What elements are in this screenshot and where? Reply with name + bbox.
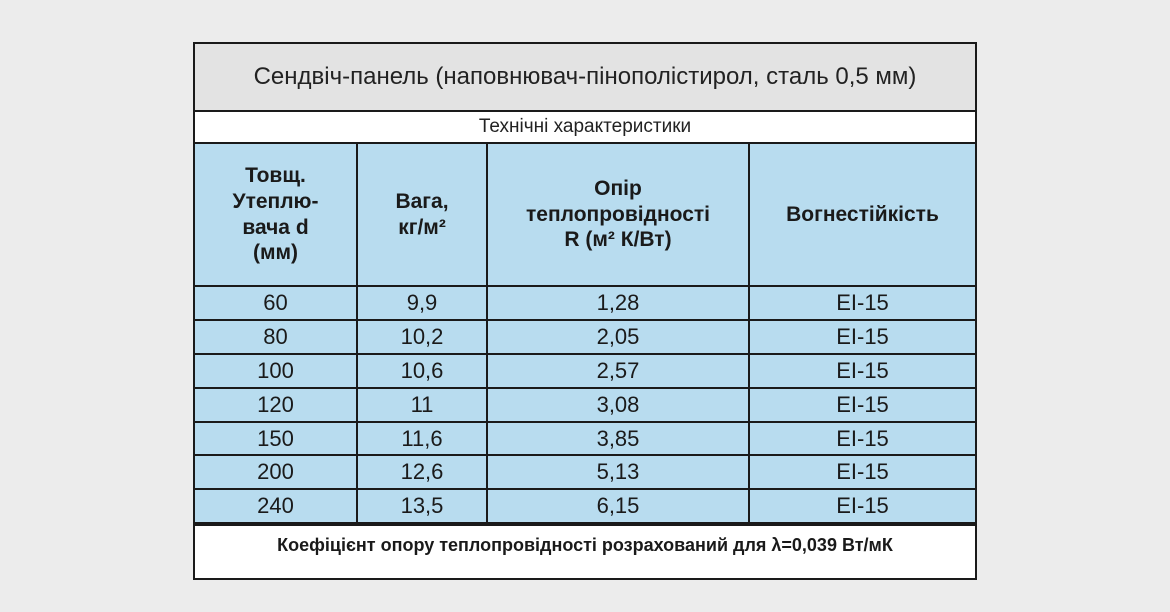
cell-thickness: 150 xyxy=(195,422,357,456)
table-row xyxy=(195,422,975,456)
cell-thickness: 60 xyxy=(195,286,357,320)
cell-fire-resistance: EI-15 xyxy=(749,388,975,422)
header-thermal-resistance: Опір теплопровідності R (м² К/Вт) xyxy=(487,144,749,286)
cell-thermal-resistance: 2,57 xyxy=(487,354,749,388)
header-row xyxy=(195,144,975,286)
cell-fire-resistance: EI-15 xyxy=(749,354,975,388)
cell-thermal-resistance: 5,13 xyxy=(487,455,749,489)
header-thickness: Товщ. Утеплю- вача d (мм) xyxy=(195,144,357,286)
data-table xyxy=(195,144,975,524)
table-row xyxy=(195,354,975,388)
header-weight: Вага, кг/м² xyxy=(357,144,487,286)
cell-thickness: 240 xyxy=(195,489,357,523)
cell-thermal-resistance: 6,15 xyxy=(487,489,749,523)
cell-weight: 11 xyxy=(357,388,487,422)
cell-thermal-resistance: 3,08 xyxy=(487,388,749,422)
cell-thickness: 100 xyxy=(195,354,357,388)
cell-fire-resistance: EI-15 xyxy=(749,489,975,523)
cell-thermal-resistance: 3,85 xyxy=(487,422,749,456)
cell-fire-resistance: EI-15 xyxy=(749,286,975,320)
cell-weight: 11,6 xyxy=(357,422,487,456)
table-subtitle: Технічні характеристики xyxy=(195,112,975,144)
table-row xyxy=(195,489,975,523)
header-fire-resistance: Вогнестійкість xyxy=(749,144,975,286)
cell-weight: 9,9 xyxy=(357,286,487,320)
cell-fire-resistance: EI-15 xyxy=(749,422,975,456)
table-row xyxy=(195,455,975,489)
cell-fire-resistance: EI-15 xyxy=(749,320,975,354)
table-title: Сендвіч-панель (наповнювач-пінополістирол, сталь 0,5 мм) xyxy=(195,44,975,112)
spec-table xyxy=(193,42,977,580)
cell-weight: 10,6 xyxy=(357,354,487,388)
cell-weight: 12,6 xyxy=(357,455,487,489)
cell-thickness: 200 xyxy=(195,455,357,489)
cell-thermal-resistance: 2,05 xyxy=(487,320,749,354)
table-row xyxy=(195,320,975,354)
cell-weight: 10,2 xyxy=(357,320,487,354)
cell-thermal-resistance: 1,28 xyxy=(487,286,749,320)
table-row xyxy=(195,388,975,422)
cell-fire-resistance: EI-15 xyxy=(749,455,975,489)
cell-weight: 13,5 xyxy=(357,489,487,523)
cell-thickness: 80 xyxy=(195,320,357,354)
table-footnote: Коефіцієнт опору теплопровідності розрахований для λ=0,039 Вт/мК xyxy=(195,524,975,564)
cell-thickness: 120 xyxy=(195,388,357,422)
table-row xyxy=(195,286,975,320)
